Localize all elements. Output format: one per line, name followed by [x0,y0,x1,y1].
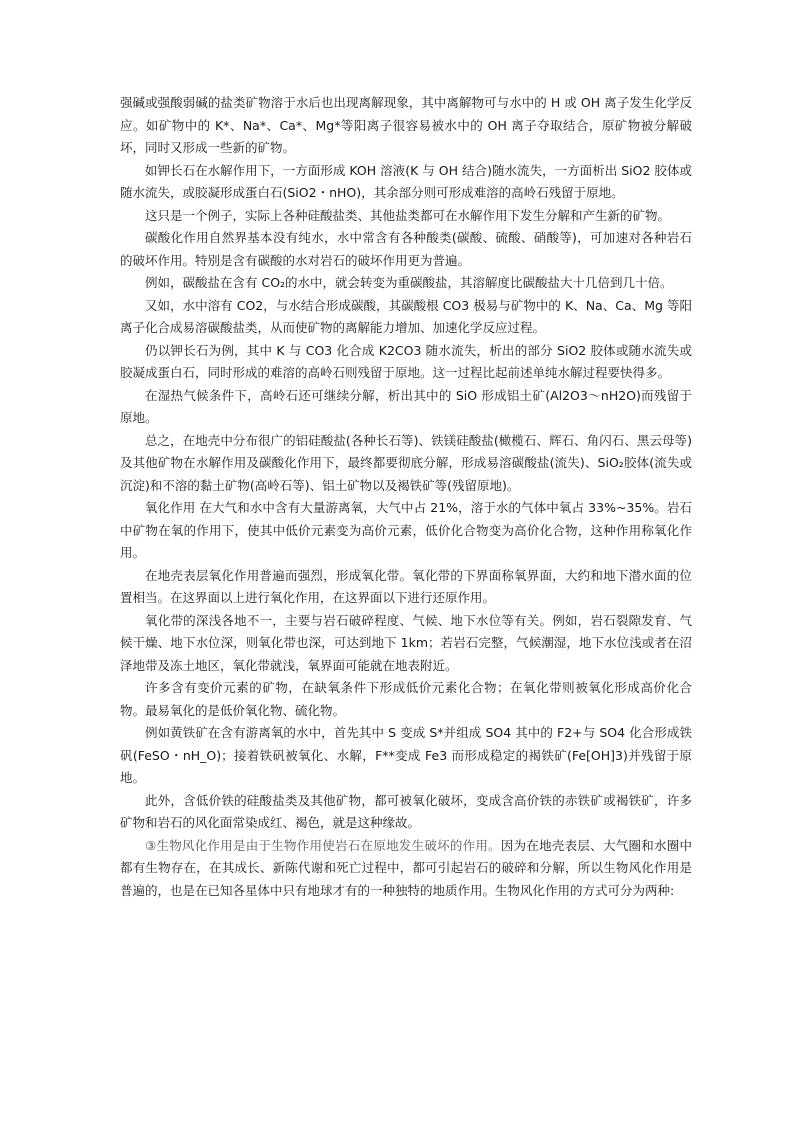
paragraph-potash-feldspar: 如钾长石在水解作用下，一方面形成 KOH 溶液(K 与 OH 结合)随水流失，一方面析出 SiO2 胶体或随水流失，或胶凝形成蛋白石(SiO2・nHO)，其余部分则可形成难溶的高岭石残留于原地。 [120,162,692,200]
paragraph-carbonation: 碳酸化作用自然界基本没有纯水，水中常含有各种酸类(碳酸、硫酸、硝酸等)，可加速对各种岩石的破坏作用。特别是含有碳酸的水对岩石的破坏作用更为普遍。 [120,230,692,268]
paragraph-carbonate-example: 例如，碳酸盐在含有 CO₂的水中，就会转变为重碳酸盐，其溶解度比碳酸盐大十几倍到几十倍。 [145,275,673,290]
biological-weathering-lead: ③生物风化作用是由于生物作用使岩石在原地发生破坏的作用。 [145,837,501,853]
paragraph-zone-depth: 氧化带的深浅各地不一，主要与岩石破碎程度、气候、地下水位等有关。例如，岩石裂隙发育、气候干燥、地下水位深，则氧化带也深，可达到地下 1km；若岩石完整，气候潮湿，地下水位浅或者在沼泽地带及冻土地区，氧化带就浅，氧界面可能就在地表附近。 [120,612,692,673]
paragraph-co2-example: 又如，水中溶有 CO2，与水结合形成碳酸，其碳酸根 CO3 极易与矿物中的 K、Na、Ca、Mg 等阳离子化合成易溶碳酸盐类，从而使矿物的离解能力增加、加速化学反应过程。 [120,297,692,335]
paragraph-example-note: 这只是一个例子，实际上各种硅酸盐类、其他盐类都可在水解作用下发生分解和产生新的矿物。 [145,207,671,223]
paragraph-pyrite: 例如黄铁矿在含有游离氧的水中，首先其中 S 变成 S*并组成 SO4 其中的 F2+与 SO4 化合形成铁矾(FeSO・nH_O)；接着铁矾被氧化、水解，F**变成 Fe3 而形成稳定的褐铁矿(Fe[OH]3)并残留于原地。 [120,725,692,785]
paragraph-summary: 总之，在地壳中分布很广的铝硅酸盐(各种长石等)、铁镁硅酸盐(橄榄石、辉石、角闪石、黑云母等)及其他矿物在水解作用及碳酸化作用下，最终都要彻底分解，形成易溶碳酸盐(流失)、SiO₂胶体(流失或沉淀)和不溶的黏土矿物(高岭石等)、铝土矿物以及褐铁矿等(残留原地)。 [120,432,692,493]
biological-weathering-rest: 因为在地壳表层、大气圈和水圈中都有生物存在，在其成长、新陈代谢和死亡过程中，都可引起岩石的破碎和分解，所以生物风化作用是普遍的，也是在已知各星体中只有地球才有的一种独特的地质作用。生物风化作用的方式可分为两种: [120,837,692,898]
paragraph-oxidation-zone: 在地壳表层氧化作用普遍而强烈，形成氧化带。氧化带的下界面称氧界面，大约和地下潜水面的位置相当。在这界面以上进行氧化作用，在这界面以下进行还原作用。 [120,567,692,605]
paragraph-feldspar-carbonation: 仍以钾长石为例，其中 K 与 CO3 化合成 K2CO3 随水流失，析出的部分 SiO2 胶体或随水流失或胶凝成蛋白石，同时形成的难溶的高岭石则残留于原地。这一过程比起前述单纯水解过程要快得多。 [120,342,692,380]
paragraph-iron-silicates: 此外，含低价铁的硅酸盐类及其他矿物，都可被氧化破坏，变成含高价铁的赤铁矿或褐铁矿，许多矿物和岩石的风化面常染成红、褐色，就是这种缘故。 [120,792,692,830]
document-body [120,92,692,902]
paragraph-hydrolysis-intro: 强碱或强酸弱碱的盐类矿物溶于水后也出现离解现象，其中离解物可与水中的 H 或 OH 离子发生化学反应。如矿物中的 K*、Na*、Ca*、Mg*等阳离子很容易被水中的 OH 离子夺取结合，原矿物被分解破坏，同时又形成一些新的矿物。 [120,95,692,155]
paragraph-oxidation: 氧化作用 在大气和水中含有大量游离氧，大气中占 21%，溶于水的气体中氧占 33%~35%。岩石中矿物在氧的作用下，使其中低价元素变为高价元素，低价化合物变为高价化合物，这种作用称氧化作用。 [120,500,692,560]
paragraph-kaolinite: 在湿热气候条件下，高岭石还可继续分解，析出其中的 SiO 形成铝土矿(Al2O3～nH2O)而残留于原地。 [120,387,692,425]
paragraph-variable-valence: 许多含有变价元素的矿物，在缺氧条件下形成低价元素化合物；在氧化带则被氧化形成高价化合物。最易氧化的是低价氧化物、硫化物。 [120,680,692,718]
paragraph-biological-weathering [120,835,692,903]
